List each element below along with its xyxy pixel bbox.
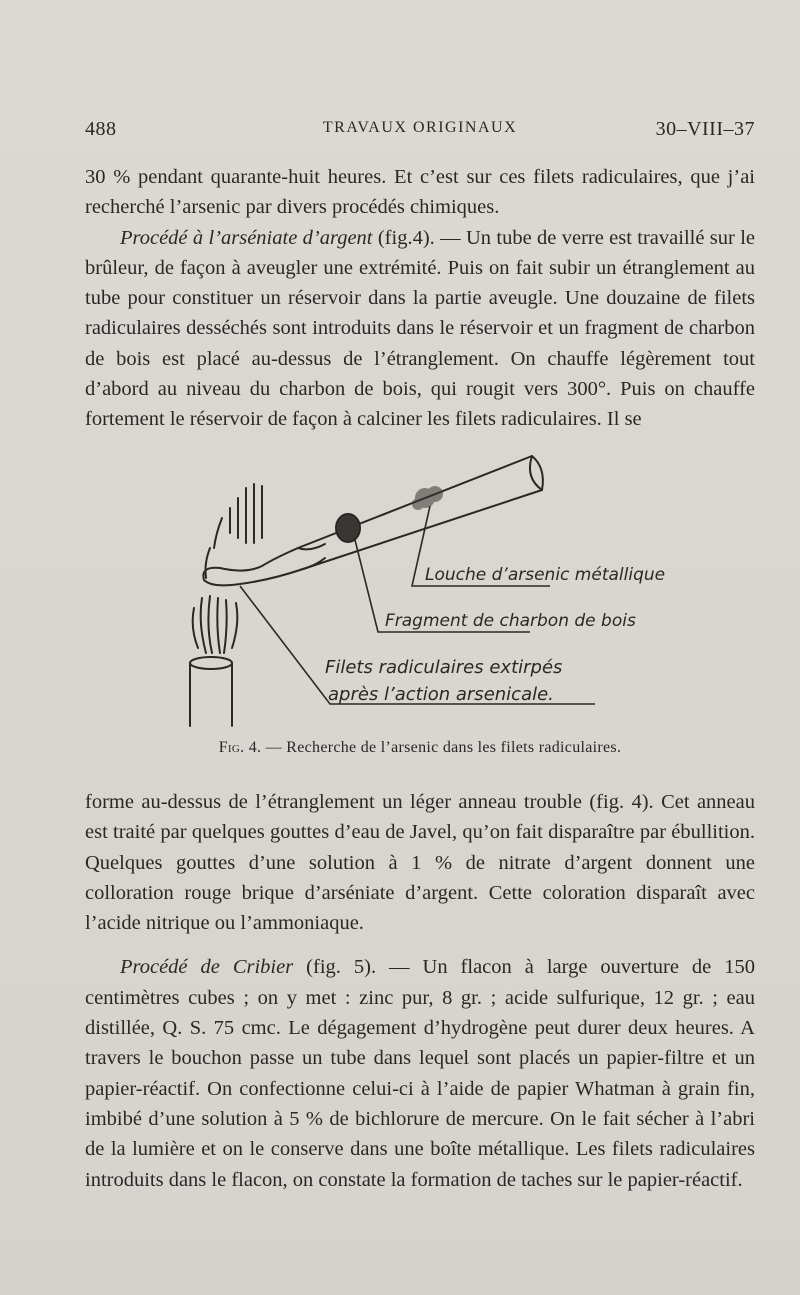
label-arsenic-deposit: Louche d’arsenic métallique [425,565,666,585]
method-title-arseniate: Procédé à l’arséniate d’argent [120,226,373,249]
figure-caption-text: — Recherche de l’arsenic dans les filets radiculaires. [261,739,622,756]
running-head [85,118,755,146]
paragraph-arseniate [85,223,755,435]
label-coal-fragment: Fragment de charbon de bois [385,611,636,631]
issue-date: 30–VIII–37 [655,118,755,140]
paragraph-cribier [85,952,755,1194]
label-root-filaments-1: Filets radiculaires extirpés [325,657,563,678]
page-number: 488 [85,118,117,140]
paragraph-continuation: 30 % pendant quarante-huit heures. Et c’est sur ces filets radiculaires, que j’ai recherché l’arsenic par divers procédés chimiques. [85,166,755,219]
text-block-top [85,162,755,435]
method-text-cribier: (fig. 5). — Un flacon à large ouverture de 150 centimètres cubes ; on y met : zinc pur, 8 gr. ; acide sulfurique, 12 gr. ; eau distillée, Q. S. 75 cmc. Le dégagement d’hydrogène peut durer deux heures. A travers le bouchon passe un tube dans lequel sont placés un papier-filtre et un papier-réactif. On confectionne celui-ci à l’aide de papier Whatman à grain fin, imbibé d’une solution à 5 % de bichlorure de mercure. On le fait sécher à l’abri de la lumière et on le conserve dans une boîte métallique. Les filets radiculaires introduits dans le flacon, on constate la formation de taches sur le papier-réactif. [85,956,755,1191]
apparatus-drawing [150,448,760,728]
figure-number: Fig. 4. [218,739,262,756]
label-root-filaments-2: après l’action arsenicale. [328,684,554,705]
method-text-arseniate: (fig.4). — Un tube de verre est travaillé sur le brûleur, de façon à aveugler une extrémité. Puis on fait subir un étranglement au tube pour constituer un réservoir dans la partie aveugle. Une douzaine de filets radiculaires desséchés sont introduits dans le réservoir et un fragment de charbon de bois est placé au-dessus de l’étranglement. On chauffe légèrement tout d’abord au niveau du charbon de bois, qui rougit vers 300°. Puis on chauffe fortement le réservoir de façon à calciner les filets radiculaires. Il se [85,226,755,431]
section-title: TRAVAUX ORIGINAUX [322,119,518,136]
figure-4-illustration [150,448,760,728]
paragraph-anneau: forme au-dessus de l’étranglement un léger anneau trouble (fig. 4). Cet anneau est traité par quelques gouttes d’eau de Javel, qu’on fait disparaître par ébullition. Quelques gouttes d’une solution à 1 % de nitrate d’argent donnent une colloration rouge brique d’arséniate d’argent. Cette coloration disparaît avec l’acide nitrique ou l’ammoniaque. [85,791,755,935]
text-block-bottom [85,787,755,1195]
method-title-cribier: Procédé de Cribier [120,956,294,979]
figure-caption [85,739,755,757]
